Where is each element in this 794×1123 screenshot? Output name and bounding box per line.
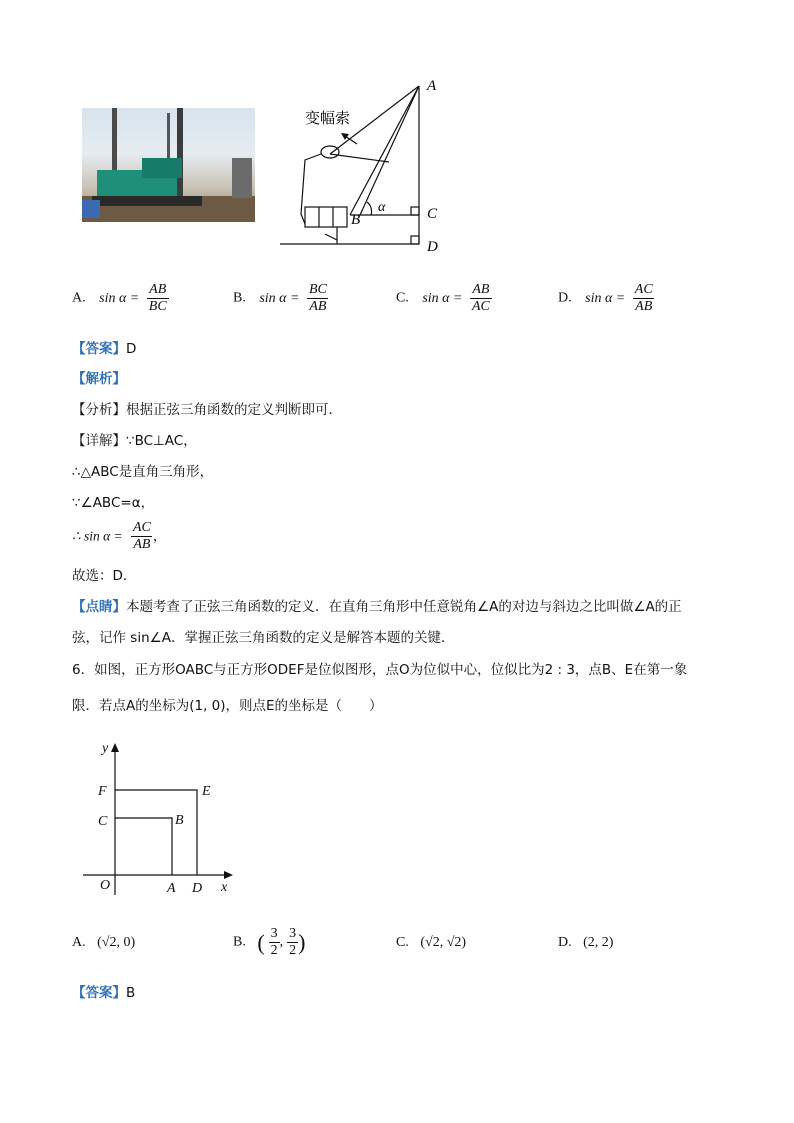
q6-option-d[interactable] bbox=[558, 935, 613, 951]
q5-option-c[interactable] bbox=[396, 282, 492, 315]
detail-suffix: ， bbox=[152, 528, 167, 545]
q5-option-b[interactable] bbox=[233, 282, 329, 315]
q5-option-a[interactable] bbox=[72, 282, 169, 315]
answer-value: D bbox=[126, 341, 137, 357]
option-letter: D. bbox=[558, 290, 572, 306]
answer-tag: 【答案】 bbox=[72, 341, 126, 357]
option-value: (2, 2) bbox=[583, 935, 614, 950]
alpha-arc bbox=[367, 202, 372, 215]
square-ODEF bbox=[115, 790, 197, 875]
label-O: O bbox=[100, 878, 111, 893]
comment-tag: 【点睛】 bbox=[72, 599, 126, 615]
cab-body bbox=[305, 207, 347, 227]
option-func: sin α = bbox=[422, 290, 463, 306]
frac-num: BC bbox=[308, 282, 327, 297]
q5-analysis-heading bbox=[72, 369, 126, 389]
detail-tag: 【详解】 bbox=[72, 433, 126, 449]
detail-fraction bbox=[131, 520, 153, 553]
frac-num: AB bbox=[472, 282, 490, 297]
option-fraction bbox=[633, 282, 655, 315]
option-letter: B. bbox=[233, 934, 246, 950]
boom-left bbox=[350, 86, 419, 215]
frac-num: AC bbox=[634, 282, 653, 297]
pulley bbox=[321, 146, 339, 158]
option-letter: D. bbox=[558, 935, 572, 950]
frac-den: BC bbox=[148, 299, 167, 314]
comment-text: 本题考查了正弦三角函数的定义．在直角三角形中任意锐角∠A的对边与斜边之比叫做∠A的正 bbox=[126, 599, 682, 615]
option-value: (√2, 0) bbox=[97, 935, 136, 950]
label-B: B bbox=[175, 813, 184, 828]
q5-detail-3: ∵∠ABC=α， bbox=[72, 495, 155, 511]
q5-detail-4 bbox=[72, 520, 166, 553]
q6-option-a[interactable] bbox=[72, 935, 135, 951]
q5-option-d[interactable] bbox=[558, 282, 655, 315]
y-arrow bbox=[111, 743, 119, 752]
analysis-tag: 【解析】 bbox=[72, 371, 126, 387]
q5-comment-1 bbox=[72, 597, 682, 617]
q5-comment-2: 弦，记作 sin∠A．掌握正弦三角函数的定义是解答本题的关键． bbox=[72, 630, 455, 646]
square-OABC bbox=[115, 818, 172, 875]
label-C: C bbox=[427, 206, 438, 222]
x-arrow bbox=[224, 871, 233, 879]
right-angle-D bbox=[411, 236, 419, 244]
detail-text: ∵BC⊥AC， bbox=[126, 433, 197, 449]
q5-choose: 故选：D． bbox=[72, 568, 137, 584]
label-D: D bbox=[192, 881, 203, 896]
q5-detail-1 bbox=[72, 431, 197, 451]
frac-num: AC bbox=[132, 520, 151, 535]
answer-value: B bbox=[126, 985, 136, 1001]
fenxi-tag: 【分析】 bbox=[72, 402, 126, 418]
label-C: C bbox=[98, 814, 108, 829]
crane-diagram bbox=[275, 74, 455, 259]
option-func: sin α = bbox=[99, 290, 140, 306]
frac-den: AB bbox=[133, 537, 151, 552]
label-F: F bbox=[98, 784, 107, 799]
frac-num: 3 bbox=[289, 926, 297, 941]
q5-fenxi bbox=[72, 400, 342, 420]
q5-answer bbox=[72, 339, 136, 359]
label-A: A bbox=[427, 78, 437, 94]
boom-right bbox=[360, 86, 419, 215]
frac-den: 2 bbox=[270, 943, 278, 958]
q6-stem-2: 限．若点A的坐标为(1, 0)，则点E的坐标是（ ） bbox=[72, 698, 383, 714]
q6-stem-1: 6．如图，正方形OABC与正方形ODEF是位似图形，点O为位似中心，位似比为2 : 3，点B、E在第一象 bbox=[72, 662, 688, 678]
detail-func: ∴ sin α = bbox=[72, 528, 123, 544]
frac-den: 2 bbox=[289, 943, 297, 958]
option-letter: B. bbox=[233, 290, 246, 306]
option-value: (√2, √2) bbox=[420, 935, 467, 950]
frac-num: 3 bbox=[270, 926, 278, 941]
label-x: x bbox=[221, 880, 228, 895]
fenxi-text: 根据正弦三角函数的定义判断即可． bbox=[126, 402, 342, 418]
q6-option-b[interactable]: B. ( $\frac{3}{2}$ , $\frac{3}{2}$ ) bbox=[233, 926, 306, 958]
label-y: y bbox=[102, 741, 109, 756]
q6-answer bbox=[72, 983, 135, 1003]
answer-tag: 【答案】 bbox=[72, 985, 126, 1001]
label-A: A bbox=[167, 881, 176, 896]
frac-num: AB bbox=[149, 282, 167, 297]
option-letter: C. bbox=[396, 935, 409, 950]
label-alpha: α bbox=[378, 200, 386, 215]
frac-den: AB bbox=[309, 299, 327, 314]
option-fraction bbox=[147, 282, 169, 315]
frac-den: AB bbox=[635, 299, 653, 314]
q6-option-c[interactable] bbox=[396, 935, 466, 951]
label-B: B bbox=[351, 212, 361, 228]
option-letter: C. bbox=[396, 290, 409, 306]
option-letter: A. bbox=[72, 935, 86, 950]
drilling-rig-photo bbox=[82, 108, 255, 222]
label-E: E bbox=[202, 784, 211, 799]
option-letter: A. bbox=[72, 290, 86, 306]
right-angle-C bbox=[411, 207, 419, 215]
option-func: sin α = bbox=[585, 290, 626, 306]
similar-squares-graph bbox=[78, 740, 248, 900]
option-func: sin α = bbox=[259, 290, 300, 306]
label-cable: 变幅索 bbox=[305, 109, 351, 127]
q5-detail-2: ∴△ABC是直角三角形， bbox=[72, 464, 214, 480]
cable-arm bbox=[301, 154, 321, 224]
option-fraction bbox=[470, 282, 492, 315]
option-fraction bbox=[307, 282, 329, 315]
label-D: D bbox=[427, 239, 438, 255]
frac-den: AC bbox=[471, 299, 490, 314]
drilling-rig-illustration bbox=[82, 108, 255, 222]
